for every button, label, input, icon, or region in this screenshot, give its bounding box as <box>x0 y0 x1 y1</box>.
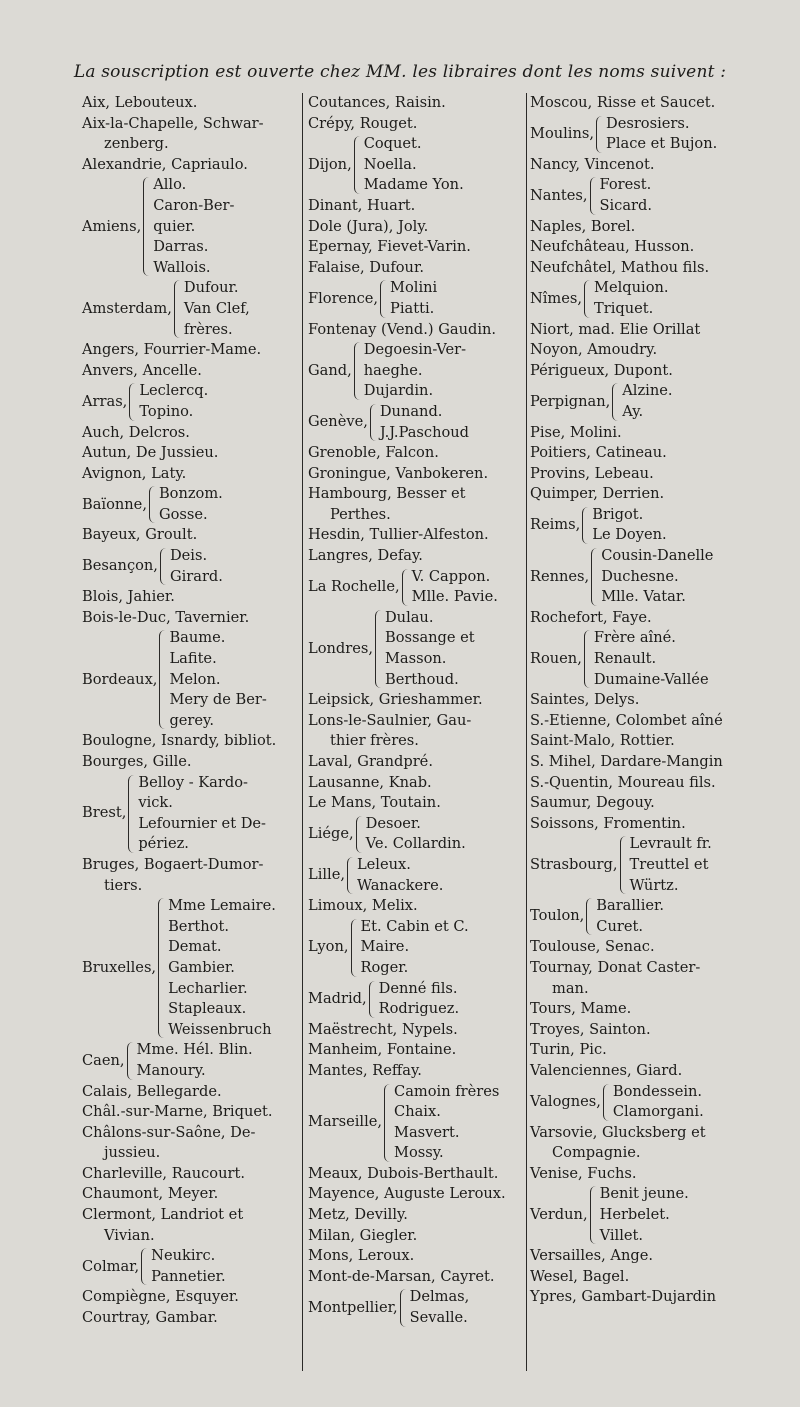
bookseller-name: Denné fils. <box>378 979 458 997</box>
bookseller-name: Piatti. <box>390 299 435 317</box>
city-group <box>308 1082 524 1164</box>
bookseller-entry: Provins, Lebeau. <box>530 464 654 482</box>
brace-mark <box>603 1084 609 1121</box>
bookseller-name: Bossange et <box>384 629 475 647</box>
city-group <box>530 628 798 690</box>
city-name: Bordeaux, <box>82 670 158 688</box>
bookseller-entry: Tournay, Donat Caster- <box>530 958 701 976</box>
bookseller-name: Levrault fr. <box>629 835 712 853</box>
city-name: Perpignan, <box>530 392 611 410</box>
bookseller-entry: Epernay, Fievet-Varin. <box>308 238 471 256</box>
column-1 <box>82 93 300 1329</box>
city-name: Rennes, <box>530 567 590 585</box>
city-name: Marseille, <box>308 1113 383 1131</box>
city-name: Rouen, <box>530 650 582 668</box>
column-divider-1 <box>302 93 303 1371</box>
bookseller-name: Triquet. <box>594 299 654 317</box>
bookseller-name: Mossy. <box>394 1144 444 1162</box>
bookseller-name: Clamorgani. <box>612 1103 704 1121</box>
bookseller-name: Bondessein. <box>612 1082 703 1100</box>
entry-continuation: Vivian. <box>104 1226 155 1244</box>
brace-mark <box>584 280 590 317</box>
bookseller-entry: Troyes, Sainton. <box>530 1020 651 1038</box>
bookseller-entry: Angers, Fourrier-Mame. <box>82 341 262 359</box>
city-group <box>308 814 524 855</box>
bookseller-entry: Mons, Leroux. <box>308 1247 415 1265</box>
brace-mark <box>129 383 135 420</box>
brace-mark <box>356 816 362 853</box>
city-group <box>308 340 524 402</box>
bookseller-name: Melon. <box>169 670 221 688</box>
bookseller-name: Caron-Ber- <box>153 196 235 214</box>
bookseller-name: Neukirc. <box>151 1247 216 1265</box>
bookseller-name: Chaix. <box>394 1103 441 1121</box>
city-name: Florence, <box>308 289 379 307</box>
bookseller-name: Van Clef, <box>183 299 250 317</box>
bookseller-name: Dujardin. <box>363 382 434 400</box>
bookseller-name: Et. Cabin et C. <box>360 917 469 935</box>
bookseller-name: Dunand. <box>379 402 443 420</box>
brace-mark <box>384 1084 390 1162</box>
bookseller-name: Mlle. Pavie. <box>411 588 498 606</box>
brace-mark <box>160 548 166 585</box>
city-group <box>308 567 524 608</box>
bookseller-name: Demat. <box>168 938 222 956</box>
brace-mark <box>127 1042 133 1079</box>
city-name: Bruxelles, <box>82 958 157 976</box>
bookseller-entry: Avignon, Laty. <box>82 464 187 482</box>
column-2 <box>308 93 524 1329</box>
bookseller-name: Roger. <box>360 958 409 976</box>
bookseller-entry: Blois, Jahier. <box>82 588 175 606</box>
city-group <box>82 381 300 422</box>
bookseller-entry: Neufchâtel, Mathou fils. <box>530 258 710 276</box>
brace-mark <box>402 569 408 606</box>
bookseller-entry: Maëstrecht, Nypels. <box>308 1020 458 1038</box>
bookseller-name: Girard. <box>169 567 223 585</box>
bookseller-name: Berthot. <box>168 917 229 935</box>
bookseller-entry: Hambourg, Besser et <box>308 485 466 503</box>
city-group <box>308 608 524 690</box>
bookseller-entry: Rochefort, Faye. <box>530 608 652 626</box>
bookseller-entry: Pise, Molini. <box>530 423 622 441</box>
brace-mark <box>400 1289 406 1326</box>
city-group <box>82 1040 300 1081</box>
city-group <box>308 278 524 319</box>
city-name: Madrid, <box>308 989 367 1007</box>
bookseller-name: Stapleaux. <box>168 1000 247 1018</box>
city-name: Dijon, <box>308 155 352 173</box>
city-group <box>308 917 524 979</box>
brace-mark <box>612 383 618 420</box>
bookseller-name: Topino. <box>139 402 194 420</box>
bookseller-entry: Noyon, Amoudry. <box>530 341 658 359</box>
bookseller-name: Gosse. <box>158 505 208 523</box>
bookseller-entry: Versailles, Ange. <box>530 1247 653 1265</box>
city-name: Moulins, <box>530 124 594 142</box>
brace-mark <box>369 981 375 1018</box>
bookseller-name: Berthoud. <box>384 670 459 688</box>
city-name: Lille, <box>308 866 345 884</box>
bookseller-name: Allo. <box>153 176 187 194</box>
entry-continuation: thier frères. <box>330 732 419 750</box>
bookseller-name: Curet. <box>596 917 643 935</box>
bookseller-name: Barallier. <box>596 897 665 915</box>
entry-continuation: tiers. <box>104 876 143 894</box>
brace-mark <box>586 898 592 935</box>
city-group <box>530 175 798 216</box>
bookseller-entry: Dinant, Huart. <box>308 196 416 214</box>
city-name: Verdun, <box>530 1206 588 1224</box>
bookseller-entry: Varsovie, Glucksberg et <box>530 1123 706 1141</box>
bookseller-entry: Boulogne, Isnardy, bibliot. <box>82 732 277 750</box>
bookseller-entry: Hesdin, Tullier-Alfeston. <box>308 526 489 544</box>
city-group <box>82 1246 300 1287</box>
bookseller-name: Alzine. <box>622 382 673 400</box>
brace-mark <box>159 630 165 729</box>
bookseller-entry: Manheim, Fontaine. <box>308 1041 457 1059</box>
bookseller-name: frères. <box>183 320 233 338</box>
city-group <box>530 114 798 155</box>
brace-mark <box>582 507 588 544</box>
brace-mark <box>584 630 590 688</box>
brace-mark <box>380 280 386 317</box>
bookseller-entry: Mont-de-Marsan, Cayret. <box>308 1267 495 1285</box>
page-header: La souscription est ouverte chez MM. les libraires dont les noms suivent : <box>73 62 727 82</box>
bookseller-entry: Venise, Fuchs. <box>530 1164 637 1182</box>
bookseller-name: Masvert. <box>394 1123 460 1141</box>
city-name: Gand, <box>308 361 352 379</box>
bookseller-entry: Périgueux, Dupont. <box>530 361 673 379</box>
bookseller-name: quier. <box>153 217 196 235</box>
bookseller-entry: Saumur, Degouy. <box>530 794 655 812</box>
bookseller-name: Duchesne. <box>601 567 679 585</box>
bookseller-name: Forest. <box>599 176 652 194</box>
bookseller-entry: Le Mans, Toutain. <box>308 794 441 812</box>
bookseller-entry: Milan, Giegler. <box>308 1226 418 1244</box>
bookseller-entry: Moscou, Risse et Saucet. <box>530 94 716 111</box>
city-group <box>82 175 300 278</box>
city-group <box>530 381 798 422</box>
bookseller-name: Le Doyen. <box>592 526 667 544</box>
bookseller-entry: Wesel, Bagel. <box>530 1267 630 1285</box>
bookseller-entry: Mayence, Auguste Leroux. <box>308 1185 506 1203</box>
brace-mark <box>590 177 596 214</box>
city-group <box>530 1184 798 1246</box>
city-group <box>82 278 300 340</box>
bookseller-name: Masson. <box>384 650 447 668</box>
bookseller-name: Ve. Collardin. <box>365 835 466 853</box>
bookseller-name: Sevalle. <box>409 1309 468 1327</box>
bookseller-entry: Châl.-sur-Marne, Briquet. <box>82 1103 273 1121</box>
bookseller-name: V. Cappon. <box>411 567 491 585</box>
brace-mark <box>354 136 360 194</box>
bookseller-name: Leleux. <box>356 855 411 873</box>
bookseller-entry: Anvers, Ancelle. <box>82 361 202 379</box>
bookseller-entry: Calais, Bellegarde. <box>82 1082 222 1100</box>
bookseller-entry: Chaumont, Meyer. <box>82 1185 219 1203</box>
bookseller-entry: Soissons, Fromentin. <box>530 814 686 832</box>
brace-mark <box>143 177 149 276</box>
bookseller-entry: Tours, Mame. <box>530 1000 632 1018</box>
bookseller-entry: Langres, Defay. <box>308 547 423 565</box>
bookseller-entry: Falaise, Dufour. <box>308 258 424 276</box>
bookseller-name: J.J.Paschoud <box>379 423 470 441</box>
bookseller-name: Molini <box>390 279 438 297</box>
city-name: Caen, <box>82 1051 125 1069</box>
bookseller-name: Mme. Hél. Blin. <box>136 1041 253 1059</box>
bookseller-name: Coquet. <box>363 135 422 153</box>
entry-continuation: jussieu. <box>104 1144 161 1162</box>
bookseller-name: Desoer. <box>365 814 421 832</box>
bookseller-entry: Poitiers, Catineau. <box>530 444 667 462</box>
bookseller-entry: Charleville, Raucourt. <box>82 1164 245 1182</box>
bookseller-name: Camoin frères <box>394 1082 500 1100</box>
bookseller-entry: Metz, Devilly. <box>308 1206 408 1224</box>
city-name: Reims, <box>530 516 581 534</box>
brace-mark <box>149 486 155 523</box>
bookseller-entry: Autun, De Jussieu. <box>82 444 219 462</box>
brace-mark <box>370 404 376 441</box>
bookseller-entry: Châlons-sur-Saône, De- <box>82 1123 256 1141</box>
bookseller-name: Noella. <box>363 155 417 173</box>
bookseller-name: Dumaine-Vallée <box>593 670 709 688</box>
bookseller-name: Dulau. <box>384 608 434 626</box>
column-3 <box>530 93 798 1308</box>
bookseller-entry: Valenciennes, Giard. <box>530 1061 683 1079</box>
bookseller-name: Deis. <box>169 547 208 565</box>
bookseller-entry: Auch, Delcros. <box>82 423 190 441</box>
bookseller-name: Benit jeune. <box>599 1185 689 1203</box>
bookseller-entry: Leipsick, Grieshammer. <box>308 691 483 709</box>
city-group <box>530 546 798 608</box>
city-name: Colmar, <box>82 1257 140 1275</box>
bookseller-entry: Naples, Borel. <box>530 217 636 235</box>
bookseller-name: Manoury. <box>136 1061 206 1079</box>
city-group <box>530 1082 798 1123</box>
column-divider-2 <box>526 93 527 1371</box>
entry-continuation: man. <box>552 979 589 997</box>
bookseller-name: Wallois. <box>153 258 211 276</box>
bookseller-name: Lafite. <box>169 650 217 668</box>
city-name: Montpellier, <box>308 1298 398 1316</box>
city-group <box>530 278 798 319</box>
city-name: Strasbourg, <box>530 855 618 873</box>
brace-mark <box>590 1186 596 1244</box>
bookseller-name: Baume. <box>169 629 226 647</box>
city-group <box>530 834 798 896</box>
bookseller-name: Lefournier et De- <box>138 814 266 832</box>
bookseller-entry: Limoux, Melix. <box>308 897 418 915</box>
city-name: Baïonne, <box>82 495 147 513</box>
bookseller-name: Weissenbruch <box>168 1020 272 1038</box>
bookseller-entry: Groningue, Vanbokeren. <box>308 464 489 482</box>
bookseller-name: Mme Lemaire. <box>168 897 276 915</box>
city-group <box>308 134 524 196</box>
city-name: Liége, <box>308 825 354 843</box>
brace-mark <box>596 116 602 153</box>
bookseller-entry: S.-Quentin, Moureau fils. <box>530 773 716 791</box>
bookseller-name: Herbelet. <box>599 1206 670 1224</box>
bookseller-entry: Coutances, Raisin. <box>308 94 446 111</box>
bookseller-name: Rodriguez. <box>378 1000 460 1018</box>
bookseller-name: Gambier. <box>168 958 235 976</box>
bookseller-name: Sicard. <box>599 196 652 214</box>
bookseller-name: Villet. <box>599 1226 644 1244</box>
bookseller-entry: Courtray, Gambar. <box>82 1309 218 1327</box>
brace-mark <box>620 836 626 894</box>
bookseller-entry: S. Mihel, Dardare-Mangin <box>530 753 723 770</box>
bookseller-entry: Dole (Jura), Joly. <box>308 217 429 235</box>
brace-mark <box>375 610 381 688</box>
bookseller-name: périez. <box>138 835 189 853</box>
bookseller-entry: Grenoble, Falcon. <box>308 444 439 462</box>
bookseller-entry: Saintes, Delys. <box>530 691 640 709</box>
bookseller-name: Würtz. <box>629 876 679 894</box>
bookseller-entry: Fontenay (Vend.) Gaudin. <box>308 320 497 338</box>
entry-continuation: Compagnie. <box>552 1144 641 1162</box>
city-name: Valognes, <box>530 1092 601 1110</box>
city-name: Nantes, <box>530 186 588 204</box>
bookseller-entry: Lausanne, Knab. <box>308 773 432 791</box>
bookseller-entry: Aix-la-Chapelle, Schwar- <box>82 114 264 132</box>
city-group <box>530 896 798 937</box>
city-name: Amiens, <box>82 217 142 235</box>
city-name: Lyon, <box>308 938 349 956</box>
bookseller-name: Darras. <box>153 238 209 256</box>
city-group <box>82 628 300 731</box>
bookseller-entry: Neufchâteau, Husson. <box>530 238 695 256</box>
city-name: Besançon, <box>82 557 158 575</box>
bookseller-entry: Niort, mad. Elie Orillat <box>530 320 701 338</box>
bookseller-entry: Toulouse, Senac. <box>530 938 655 956</box>
brace-mark <box>354 342 360 400</box>
city-name: Amsterdam, <box>82 299 172 317</box>
entry-continuation: zenberg. <box>104 135 169 153</box>
brace-mark <box>347 857 353 894</box>
bookseller-entry: Meaux, Dubois-Berthault. <box>308 1164 499 1182</box>
bookseller-name: Place et Bujon. <box>606 135 718 153</box>
bookseller-entry: Compiègne, Esquyer. <box>82 1288 239 1306</box>
bookseller-name: Belloy - Kardo- <box>138 773 248 791</box>
bookseller-entry: Ypres, Gambart-Dujardin <box>530 1288 717 1306</box>
city-name: Arras, <box>82 392 128 410</box>
bookseller-name: Maire. <box>360 938 410 956</box>
bookseller-name: Lecharlier. <box>168 979 248 997</box>
bookseller-name: Delmas, <box>409 1288 470 1306</box>
brace-mark <box>591 548 597 606</box>
bookseller-entry: S.-Etienne, Colombet aîné <box>530 711 723 729</box>
bookseller-name: Pannetier. <box>151 1267 226 1285</box>
city-group <box>308 402 524 443</box>
bookseller-entry: Clermont, Landriot et <box>82 1206 244 1224</box>
bookseller-name: Cousin-Danelle <box>601 547 714 565</box>
bookseller-entry: Lons-le-Saulnier, Gau- <box>308 711 472 729</box>
bookseller-name: Brigot. <box>592 505 644 523</box>
entry-continuation: Perthes. <box>330 505 391 523</box>
city-group <box>82 773 300 855</box>
city-name: Nîmes, <box>530 289 583 307</box>
bookseller-name: Renault. <box>593 650 657 668</box>
bookseller-name: Melquion. <box>594 279 669 297</box>
brace-mark <box>174 280 180 338</box>
bookseller-name: gerey. <box>169 711 214 729</box>
brace-mark <box>158 898 164 1038</box>
bookseller-name: Bonzom. <box>158 485 223 503</box>
bookseller-entry: Alexandrie, Capriaulo. <box>82 155 248 173</box>
bookseller-name: Desrosiers. <box>606 114 690 132</box>
brace-mark <box>128 775 134 853</box>
bookseller-entry: Crépy, Rouget. <box>308 114 418 132</box>
city-name: La Rochelle, <box>308 577 400 595</box>
bookseller-entry: Mantes, Reffay. <box>308 1061 422 1079</box>
city-name: Genève, <box>308 413 368 431</box>
city-name: Londres, <box>308 639 373 657</box>
bookseller-entry: Aix, Lebouteux. <box>82 94 198 111</box>
city-name: Toulon, <box>530 907 585 925</box>
bookseller-name: Madame Yon. <box>363 176 464 194</box>
bookseller-name: Frère aîné. <box>593 629 676 647</box>
bookseller-name: vick. <box>138 794 173 812</box>
bookseller-name: haeghe. <box>363 361 423 379</box>
bookseller-name: Leclercq. <box>139 382 209 400</box>
bookseller-name: Mery de Ber- <box>169 691 267 709</box>
bookseller-name: Ay. <box>622 402 644 420</box>
bookseller-entry: Bois-le-Duc, Tavernier. <box>82 608 250 626</box>
bookseller-entry: Laval, Grandpré. <box>308 753 433 770</box>
bookseller-entry: Quimper, Derrien. <box>530 485 665 503</box>
bookseller-entry: Turin, Pic. <box>530 1041 607 1059</box>
bookseller-entry: Nancy, Vincenot. <box>530 155 655 173</box>
city-group <box>308 855 524 896</box>
city-group <box>82 546 300 587</box>
bookseller-entry: Saint-Malo, Rottier. <box>530 732 675 750</box>
brace-mark <box>351 919 357 977</box>
brace-mark <box>141 1248 147 1285</box>
bookseller-entry: Bruges, Bogaert-Dumor- <box>82 855 264 873</box>
city-group <box>530 505 798 546</box>
bookseller-name: Degoesin-Ver- <box>363 341 467 359</box>
bookseller-name: Wanackere. <box>356 876 444 894</box>
bookseller-entry: Bourges, Gille. <box>82 753 192 770</box>
city-name: Brest, <box>82 804 127 822</box>
bookseller-name: Dufour. <box>183 279 239 297</box>
city-group <box>82 484 300 525</box>
city-group <box>308 979 524 1020</box>
bookseller-name: Treuttel et <box>629 855 709 873</box>
city-group <box>82 896 300 1040</box>
bookseller-name: Mlle. Vatar. <box>601 588 686 606</box>
bookseller-entry: Bayeux, Groult. <box>82 526 198 544</box>
city-group <box>308 1287 524 1328</box>
